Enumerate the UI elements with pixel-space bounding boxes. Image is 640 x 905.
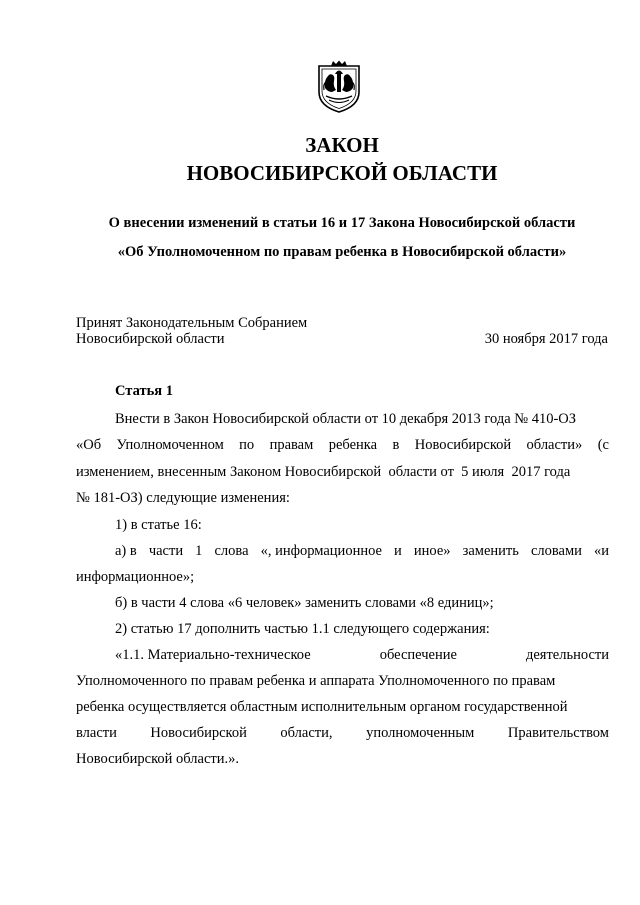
list-item-1b: б) в части 4 слова «6 человек» заменить словами «8 единиц»; [115,595,494,611]
list-item-1: 1) в статье 16: [115,517,202,533]
word: уполномоченным [366,725,475,741]
word: Уполномоченном [116,437,224,453]
word: (с [597,437,609,453]
paragraph-line: изменением, внесенным Законом Новосибирской области от 5 июля 2017 года [76,464,571,480]
adoption-line2: Новосибирской области [76,331,225,347]
word: а) в [115,543,137,559]
article-heading: Статья 1 [115,383,173,399]
quote-line2: Уполномоченного по правам ребенка и аппарата Уполномоченного по правам [76,673,556,689]
quote-line4 [76,724,609,742]
quote-line3: ребенка осуществляется областным исполнительным органом государственной [76,699,568,715]
word: области, [280,725,333,741]
subject-line1: О внесении изменений в статьи 16 и 17 Закона Новосибирской области [108,215,576,231]
subject-line2: «Об Уполномоченном по правам ребенка в Новосибирской области» [117,244,567,260]
word: власти [76,725,117,741]
word: Новосибирской [414,437,512,453]
word: и [394,543,402,559]
word: словами [530,543,582,559]
word: 1 [195,543,203,559]
adoption-date: 30 ноября 2017 года [484,331,608,347]
list-item-1a-line2: информационное»; [76,569,195,585]
adoption-line1: Принят Законодательным Собранием [76,315,308,331]
law-title-line1: ЗАКОН [305,133,379,157]
word: правам [269,437,314,453]
word: части [148,543,184,559]
word: обеспечение [379,647,457,663]
paragraph-line: № 181-ОЗ) следующие изменения: [76,490,290,506]
quote-line5: Новосибирской области.». [76,751,240,767]
word: иное» [413,543,451,559]
word: заменить [462,543,519,559]
word: «и [593,543,609,559]
word: деятельности [525,647,609,663]
word: области» [526,437,583,453]
novosibirsk-coat-of-arms-icon [316,60,362,114]
word: Правительством [507,725,609,741]
word: «, информационное [260,543,382,559]
list-item-2: 2) статью 17 дополнить частью 1.1 следующего содержания: [115,621,490,637]
paragraph-line: Внести в Закон Новосибирской области от 10 декабря 2013 года № 410-ОЗ [115,411,577,427]
law-title-line2: НОВОСИБИРСКОЙ ОБЛАСТИ [186,161,498,185]
word: слова [214,543,249,559]
word: по [239,437,255,453]
word: Новосибирской [150,725,247,741]
paragraph-line-justified [76,436,609,454]
quote-line1 [115,646,609,664]
word: «1.1. Материально-техническое [115,647,311,663]
list-item-1a-line1 [115,542,609,560]
word: «Об [76,437,102,453]
word: ребенка [328,437,378,453]
word: в [392,437,400,453]
